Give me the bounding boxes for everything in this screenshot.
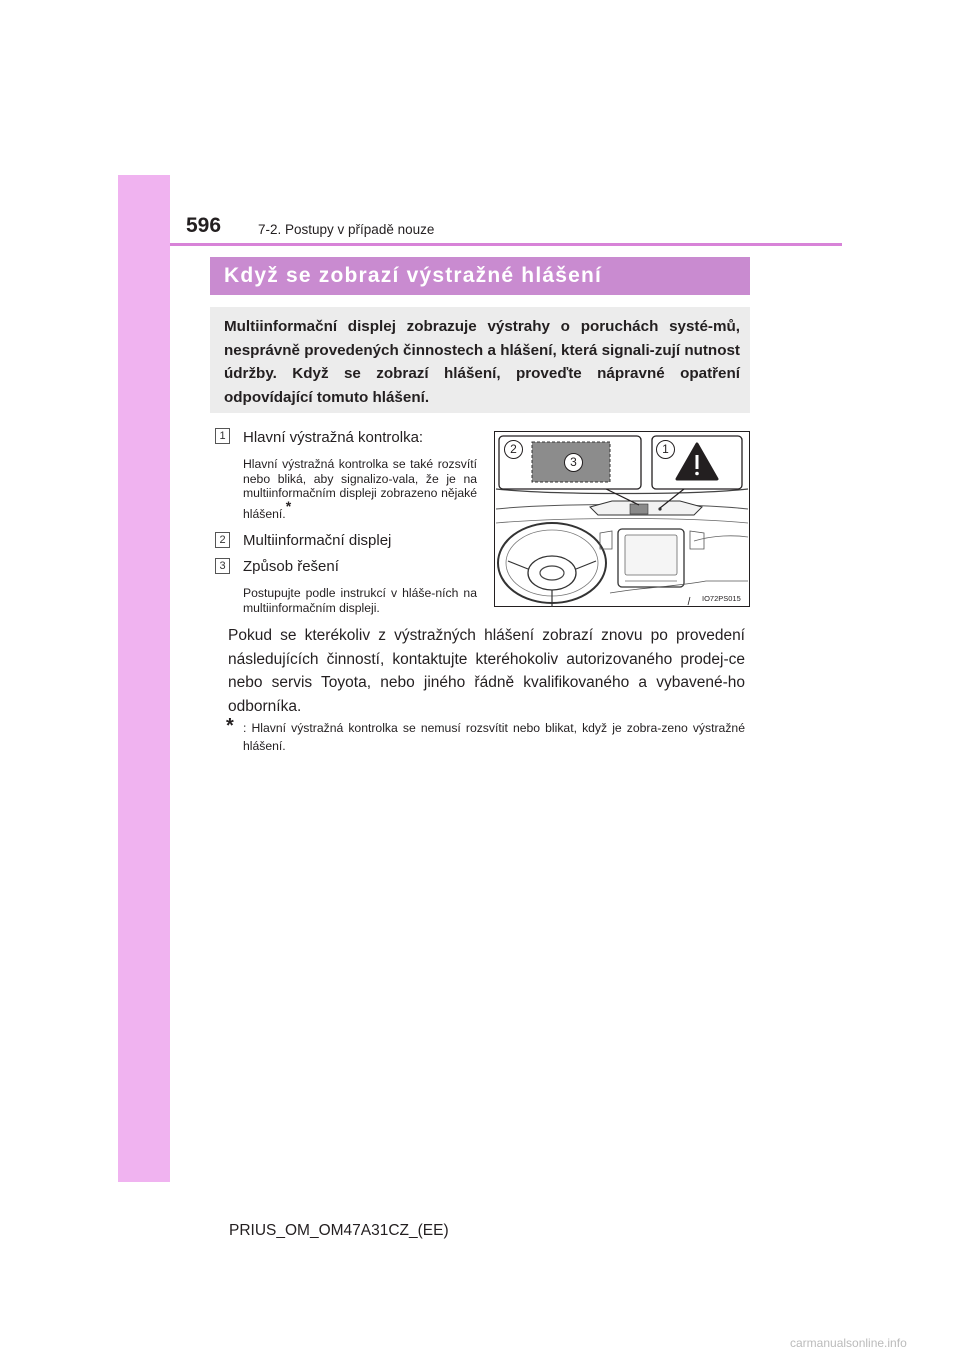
page-number: 596 [186, 214, 222, 237]
item-1-title: Hlavní výstražná kontrolka: [243, 429, 424, 446]
intro-box: Multiinformační displej zobrazuje výstrahy o poruchách systé-mů, nesprávně provedených činnostech a hlášení, která signali-zují nutnost údržby. Když se zobrazí hlášení, proveďte nápravné opatření odpovídající tomuto hlášení. [210, 307, 750, 413]
chapter-heading: 7-2. Postupy v případě nouze [258, 222, 435, 237]
item-1-number: 1 [215, 428, 230, 444]
item-2-title: Multiinformační displej [243, 532, 392, 549]
callout-3: 3 [564, 453, 583, 472]
dashboard-illustration [494, 431, 750, 607]
document-code: PRIUS_OM_OM47A31CZ_(EE) [229, 1222, 449, 1239]
item-2-number: 2 [215, 532, 230, 548]
body-paragraph: Pokud se kterékoliv z výstražných hlášení zobrazí znovu po provedení následujících činností, kontaktujte kteréhokoliv autorizovaného prodej-ce nebo servis Toyota, nebo jiného řádně kvalifikovaného a vybavené-ho odborníka. [228, 627, 745, 715]
item-1-description-text: Hlavní výstražná kontrolka se také rozsvítí nebo bliká, aby signalizo-vala, že je na multiinformačním displeji zobrazeno nějaké hlášení. [243, 457, 477, 521]
chapter-sidebar-tab [118, 175, 170, 1182]
item-3-number: 3 [215, 558, 230, 574]
footnote-mark: * [226, 715, 234, 737]
item-3-description: Postupujte podle instrukcí v hláše-ních na multiinformačním displeji. [243, 586, 477, 615]
section-title: Když se zobrazí výstražné hlášení [210, 257, 750, 295]
item-1-footnote-mark: * [285, 497, 292, 514]
figure-code: IO72PS015 [702, 594, 741, 603]
footnote-text: : Hlavní výstražná kontrolka se nemusí rozsvítit nebo blikat, když je zobra-zeno výstražné hlášení. [243, 721, 745, 753]
header-divider [170, 243, 842, 246]
item-1-description [243, 457, 477, 521]
watermark: carmanualsonline.info [790, 1336, 907, 1350]
callout-1: 1 [656, 440, 675, 459]
callout-2: 2 [504, 440, 523, 459]
item-3-title: Způsob řešení [243, 558, 339, 575]
dashboard-svg [494, 431, 750, 607]
